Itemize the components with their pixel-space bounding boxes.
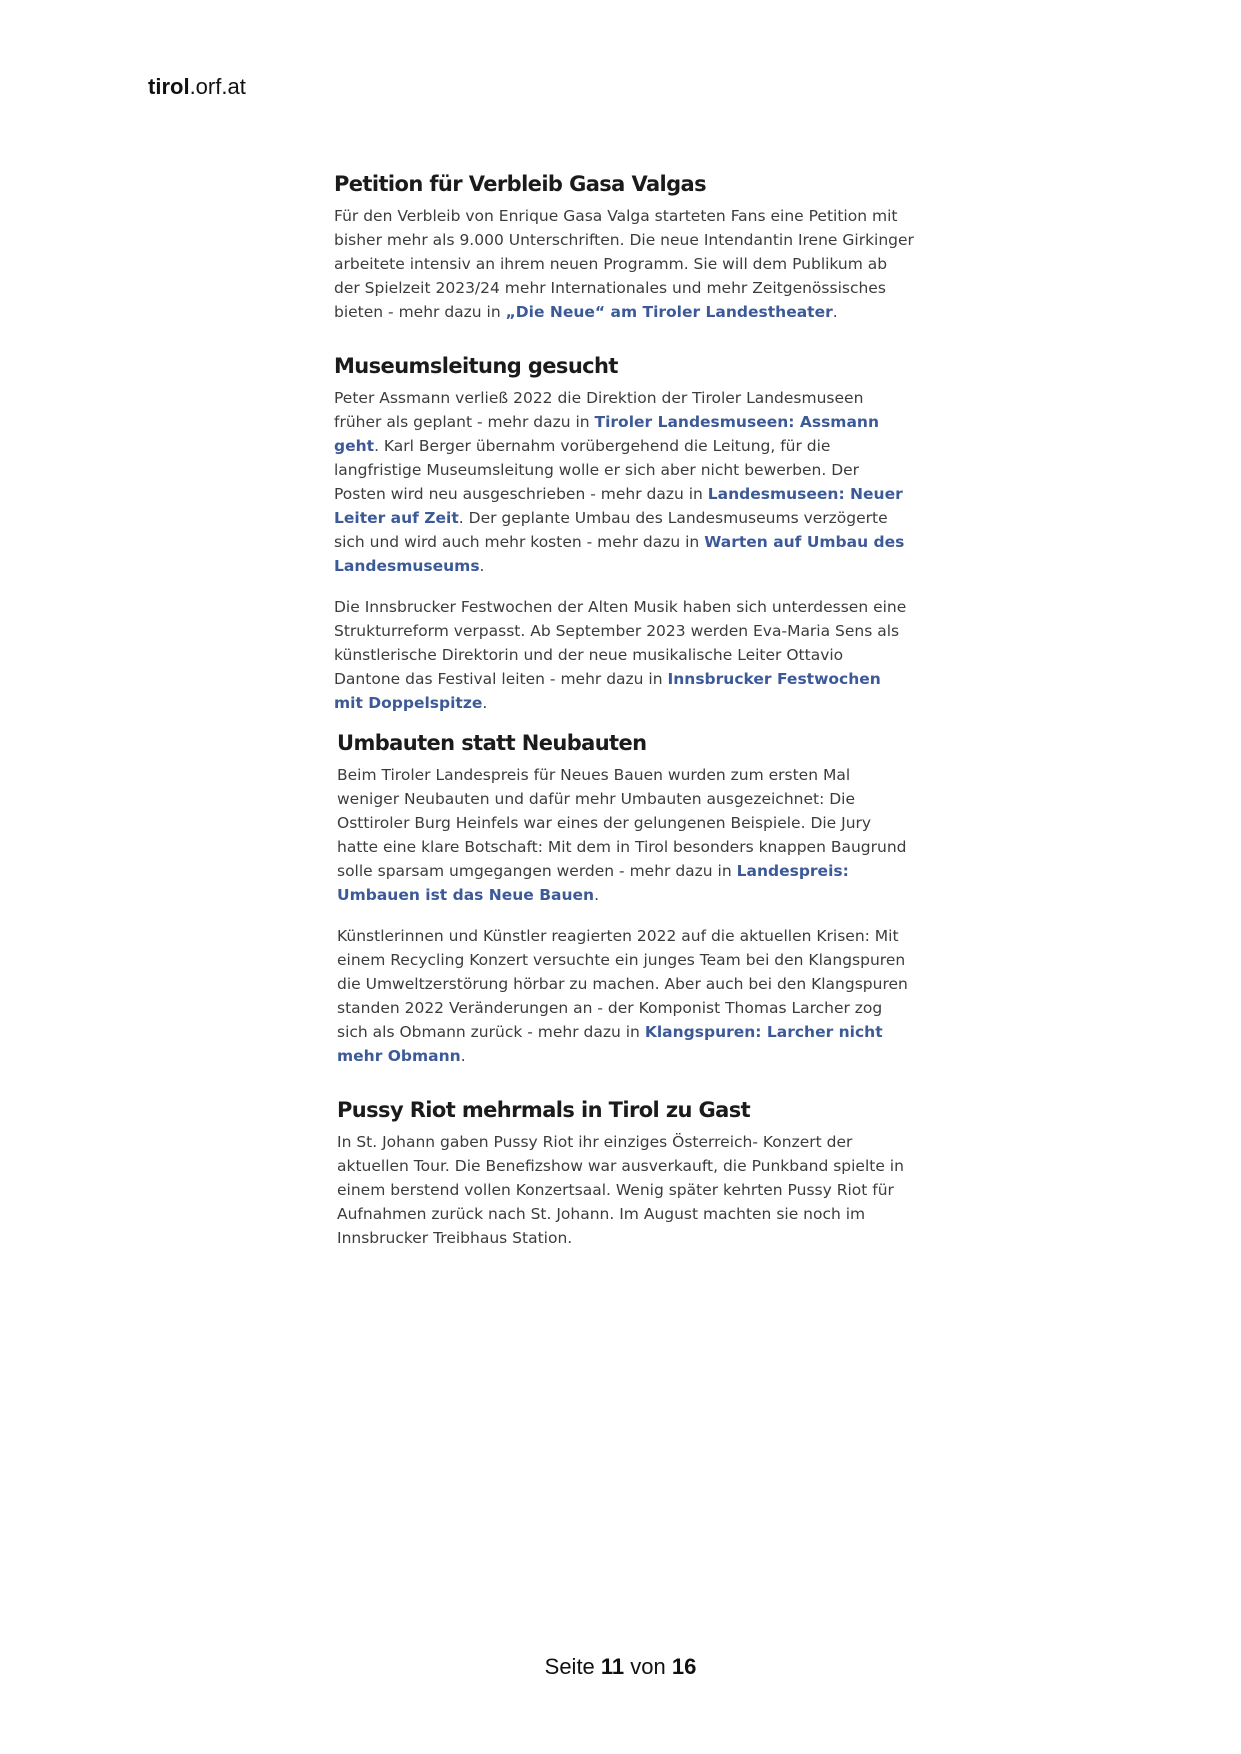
page-number: 11	[600, 1654, 625, 1679]
paragraph-text: Beim Tiroler Landespreis für Neues Bauen wurden zum ersten Mal weniger Neubauten und dafür mehr Umbauten ausgezeichnet: Die Osttiroler Burg Heinfels war eines der gelungenen Beispiele. Die Jury hatte eine klare Botschaft: Mit dem in Tirol besonders knappen Baugrund solle sparsam umgegangen werden - mehr dazu in	[337, 766, 907, 880]
paragraph	[334, 204, 914, 324]
article-body	[334, 170, 914, 1250]
paragraph-text: Peter Assmann verließ 2022 die Direktion der Tiroler Landesmuseen früher als geplant - mehr dazu in	[334, 389, 864, 431]
section-umbauten	[337, 729, 914, 1068]
paragraph-text: .	[594, 886, 600, 904]
paragraph-text: .	[832, 303, 838, 321]
section-heading: Museumsleitung gesucht	[334, 354, 618, 378]
paragraph-text: . Karl Berger übernahm vorübergehend die Leitung, für die langfristige Museumsleitung wolle er sich aber nicht bewerben. Der Posten wird neu ausgeschrieben - mehr dazu in	[334, 437, 860, 503]
section-museum	[334, 352, 914, 715]
page-label-prefix: Seite	[544, 1654, 601, 1679]
paragraph-text: . Der geplante Umbau des Landesmuseums verzögerte sich und wird auch mehr kosten - mehr dazu in	[334, 509, 888, 551]
section-heading: Umbauten statt Neubauten	[337, 731, 647, 755]
article-link-neuer-leiter[interactable]: Landesmuseen: Neuer Leiter auf Zeit	[334, 485, 903, 527]
site-brand: tirol	[148, 74, 190, 99]
paragraph-text: Die Innsbrucker Festwochen der Alten Musik haben sich unterdessen eine Strukturreform verpasst. Ab September 2023 werden Eva-Maria Sens als künstlerische Direktorin und der neue musikalische Leiter Ottavio Dantone das Festival leiten - mehr dazu in	[334, 598, 907, 688]
article-link-klangspuren[interactable]: Klangspuren: Larcher nicht mehr Obmann	[337, 1023, 883, 1065]
section-pussy-riot	[337, 1096, 914, 1250]
article-link-assmann[interactable]: Tiroler Landesmuseen: Assmann geht	[334, 413, 879, 455]
paragraph-text: .	[479, 557, 485, 575]
section-heading: Pussy Riot mehrmals in Tirol zu Gast	[337, 1098, 751, 1122]
paragraph-text: Künstlerinnen und Künstler reagierten 2022 auf die aktuellen Krisen: Mit einem Recycling Konzert versuchte ein junges Team bei den Klangspuren die Umweltzerstörung hörbar zu machen. Aber auch bei den Klangspuren standen 2022 Veränderungen an - der Komponist Thomas Larcher zog sich als Obmann zurück - mehr dazu in	[337, 927, 908, 1041]
article-link-umbau-landesmuseum[interactable]: Warten auf Umbau des Landesmuseums	[334, 533, 905, 575]
site-domain: .orf.at	[189, 74, 246, 99]
article-link-festwochen[interactable]: Innsbrucker Festwochen mit Doppelspitze	[334, 670, 881, 712]
paragraph-text: In St. Johann gaben Pussy Riot ihr einziges Österreich- Konzert der aktuellen Tour. Die Benefizshow war ausverkauft, die Punkband spielte in einem berstend vollen Konzertsaal. Wenig später kehrten Pussy Riot für Aufnahmen zurück nach St. Johann. Im August machten sie noch im Innsbrucker Treibhaus Station.	[337, 1133, 904, 1247]
paragraph	[337, 924, 914, 1068]
paragraph-text: Für den Verbleib von Enrique Gasa Valga starteten Fans eine Petition mit bisher mehr als 9.000 Unterschriften. Die neue Intendantin Irene Girkinger arbeitete intensiv an ihrem neuen Programm. Sie will dem Publikum ab der Spielzeit 2023/24 mehr Internationales und mehr Zeitgenössisches bieten - mehr dazu in	[334, 207, 914, 321]
article-link-landestheater[interactable]: „Die Neue“ am Tiroler Landestheater	[505, 303, 833, 321]
paragraph-text: .	[482, 694, 488, 712]
article-link-landespreis[interactable]: Landespreis: Umbauen ist das Neue Bauen	[337, 862, 849, 904]
page-label-middle: von	[624, 1654, 672, 1679]
page-total: 16	[671, 1654, 697, 1679]
section-heading: Petition für Verbleib Gasa Valgas	[334, 172, 707, 196]
paragraph	[337, 1130, 914, 1250]
paragraph	[334, 386, 914, 578]
paragraph-text: .	[460, 1047, 466, 1065]
paragraph	[337, 763, 914, 907]
site-header	[148, 74, 246, 100]
paragraph	[334, 595, 914, 715]
page-footer	[0, 1654, 1241, 1680]
section-petition	[334, 170, 914, 324]
